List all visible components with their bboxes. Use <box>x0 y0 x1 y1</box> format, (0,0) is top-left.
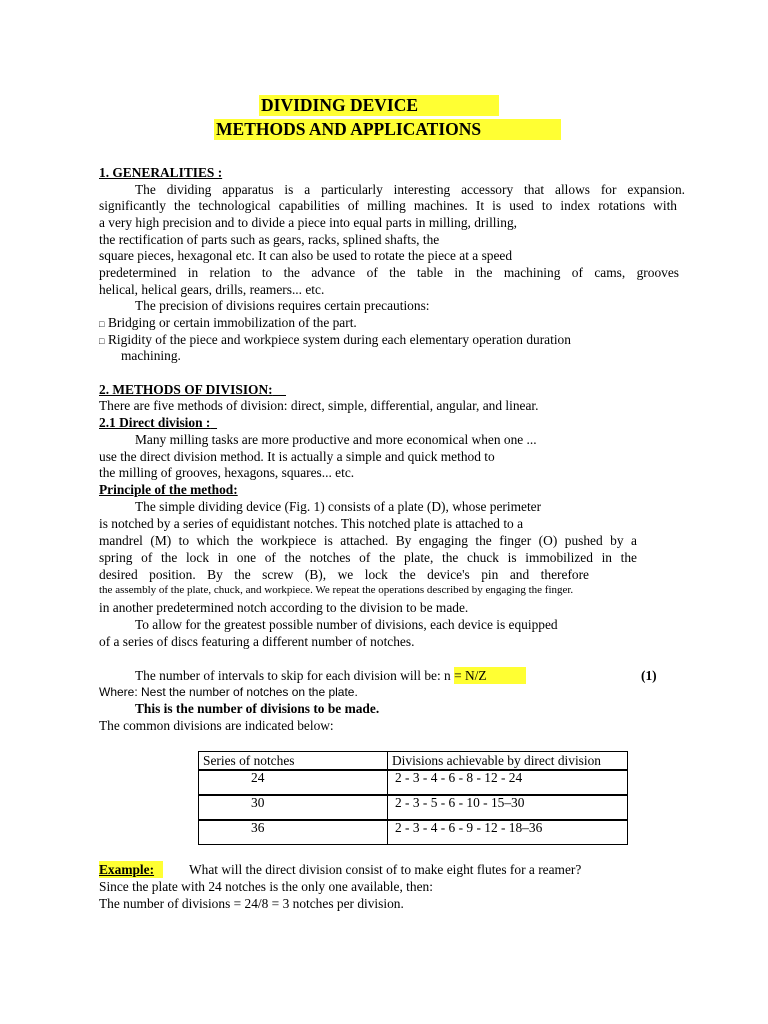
section-1-line-4: the rectification of parts such as gears, racks, splined shafts, the <box>99 232 440 247</box>
table-header-cell: Series of notches <box>199 752 388 770</box>
table-header-row <box>199 752 628 770</box>
principle-line-4: spring of the lock in one of the notches of the plate, the chuck is immobilized in the <box>99 550 637 565</box>
section-1-heading: 1. GENERALITIES : <box>99 165 223 180</box>
table-cell: 2 - 3 - 4 - 6 - 9 - 12 - 18–36 <box>388 819 628 845</box>
section-1-line-3: a very high precision and to divide a piece into equal parts in milling, drilling, <box>99 215 517 230</box>
example-label: Example: <box>99 861 163 878</box>
principle-line-6: the assembly of the plate, chuck, and workpiece. We repeat the operations described by engaging the finger. <box>99 584 574 596</box>
divisions-bold-line: This is the number of divisions to be made. <box>135 701 380 716</box>
section-1-line-2: significantly the technological capabilities of milling machines. It is used to index rotations with <box>99 198 677 213</box>
bullet-item-1: □ Bridging or certain immobilization of the part. <box>99 314 357 333</box>
direct-division-heading: 2.1 Direct division : <box>99 415 211 430</box>
principle-line-9: of a series of discs featuring a different number of notches. <box>99 634 415 649</box>
divisions-table <box>198 751 628 845</box>
section-1-line-5: square pieces, hexagonal etc. It can also be used to rotate the piece at a speed <box>99 248 513 263</box>
principle-line-1: The simple dividing device (Fig. 1) consists of a plate (D), whose perimeter <box>135 499 542 514</box>
table-cell: 30 <box>199 794 388 819</box>
section-1-line-6: predetermined in relation to the advance of the table in the machining of cams, grooves <box>99 265 679 280</box>
principle-line-2: is notched by a series of equidistant notches. This notched plate is attached to a <box>99 516 524 531</box>
table-divider <box>198 819 628 821</box>
bullet-item-2-continued: machining. <box>121 348 181 363</box>
principle-line-7: in another predetermined notch according to the division to be made. <box>99 600 469 615</box>
example-question: What will the direct division consist of to make eight flutes for a reamer? <box>189 862 582 877</box>
table-cell: 2 - 3 - 4 - 6 - 8 - 12 - 24 <box>388 769 628 794</box>
principle-line-3: mandrel (M) to which the workpiece is attached. By engaging the finger (O) pushed by a <box>99 533 637 548</box>
bullet-item-2: □ Rigidity of the piece and workpiece system during each elementary operation duration <box>99 331 571 350</box>
table-cell: 36 <box>199 819 388 845</box>
formula-line: The number of intervals to skip for each division will be: n = N/Z <box>135 667 526 684</box>
table-divider <box>198 794 628 796</box>
section-1-line-7: helical, helical gears, drills, reamers... etc. <box>99 282 325 297</box>
direct-division-line-2: use the direct division method. It is actually a simple and quick method to <box>99 449 495 464</box>
direct-division-line-1: Many milling tasks are more productive and more economical when one ... <box>135 432 537 447</box>
checkbox-bullet-icon: □ <box>99 319 105 329</box>
table-row <box>199 769 628 794</box>
section-2-intro: There are five methods of division: direct, simple, differential, angular, and linear. <box>99 398 539 413</box>
where-line: Where: Nest the number of notches on the plate. <box>99 685 358 699</box>
title-line-1: DIVIDING DEVICE <box>259 95 499 116</box>
formula-highlight: = N/Z <box>454 667 526 684</box>
example-line-3: The number of divisions = 24/8 = 3 notches per division. <box>99 896 404 911</box>
table-divider <box>198 769 628 771</box>
section-1-line-8: The precision of divisions requires certain precautions: <box>135 298 430 313</box>
table-row <box>199 819 628 845</box>
section-1-line-1: The dividing apparatus is a particularly interesting accessory that allows for expansion. <box>135 182 685 197</box>
common-divisions-line: The common divisions are indicated below: <box>99 718 334 733</box>
principle-line-5: desired position. By the screw (B), we lock the device's pin and therefore <box>99 567 589 582</box>
table-row <box>199 794 628 819</box>
table-cell: 24 <box>199 769 388 794</box>
direct-division-line-3: the milling of grooves, hexagons, squares... etc. <box>99 465 355 480</box>
section-2-heading: 2. METHODS OF DIVISION: <box>99 382 273 397</box>
title-line-2: METHODS AND APPLICATIONS <box>214 119 561 140</box>
table-header-cell: Divisions achievable by direct division <box>388 752 628 770</box>
example-line-2: Since the plate with 24 notches is the only one available, then: <box>99 879 433 894</box>
formula-number: (1) <box>641 668 657 683</box>
principle-line-8: To allow for the greatest possible number of divisions, each device is equipped <box>135 617 558 632</box>
checkbox-bullet-icon: □ <box>99 336 105 346</box>
table-cell: 2 - 3 - 5 - 6 - 10 - 15–30 <box>388 794 628 819</box>
principle-heading: Principle of the method: <box>99 482 238 497</box>
